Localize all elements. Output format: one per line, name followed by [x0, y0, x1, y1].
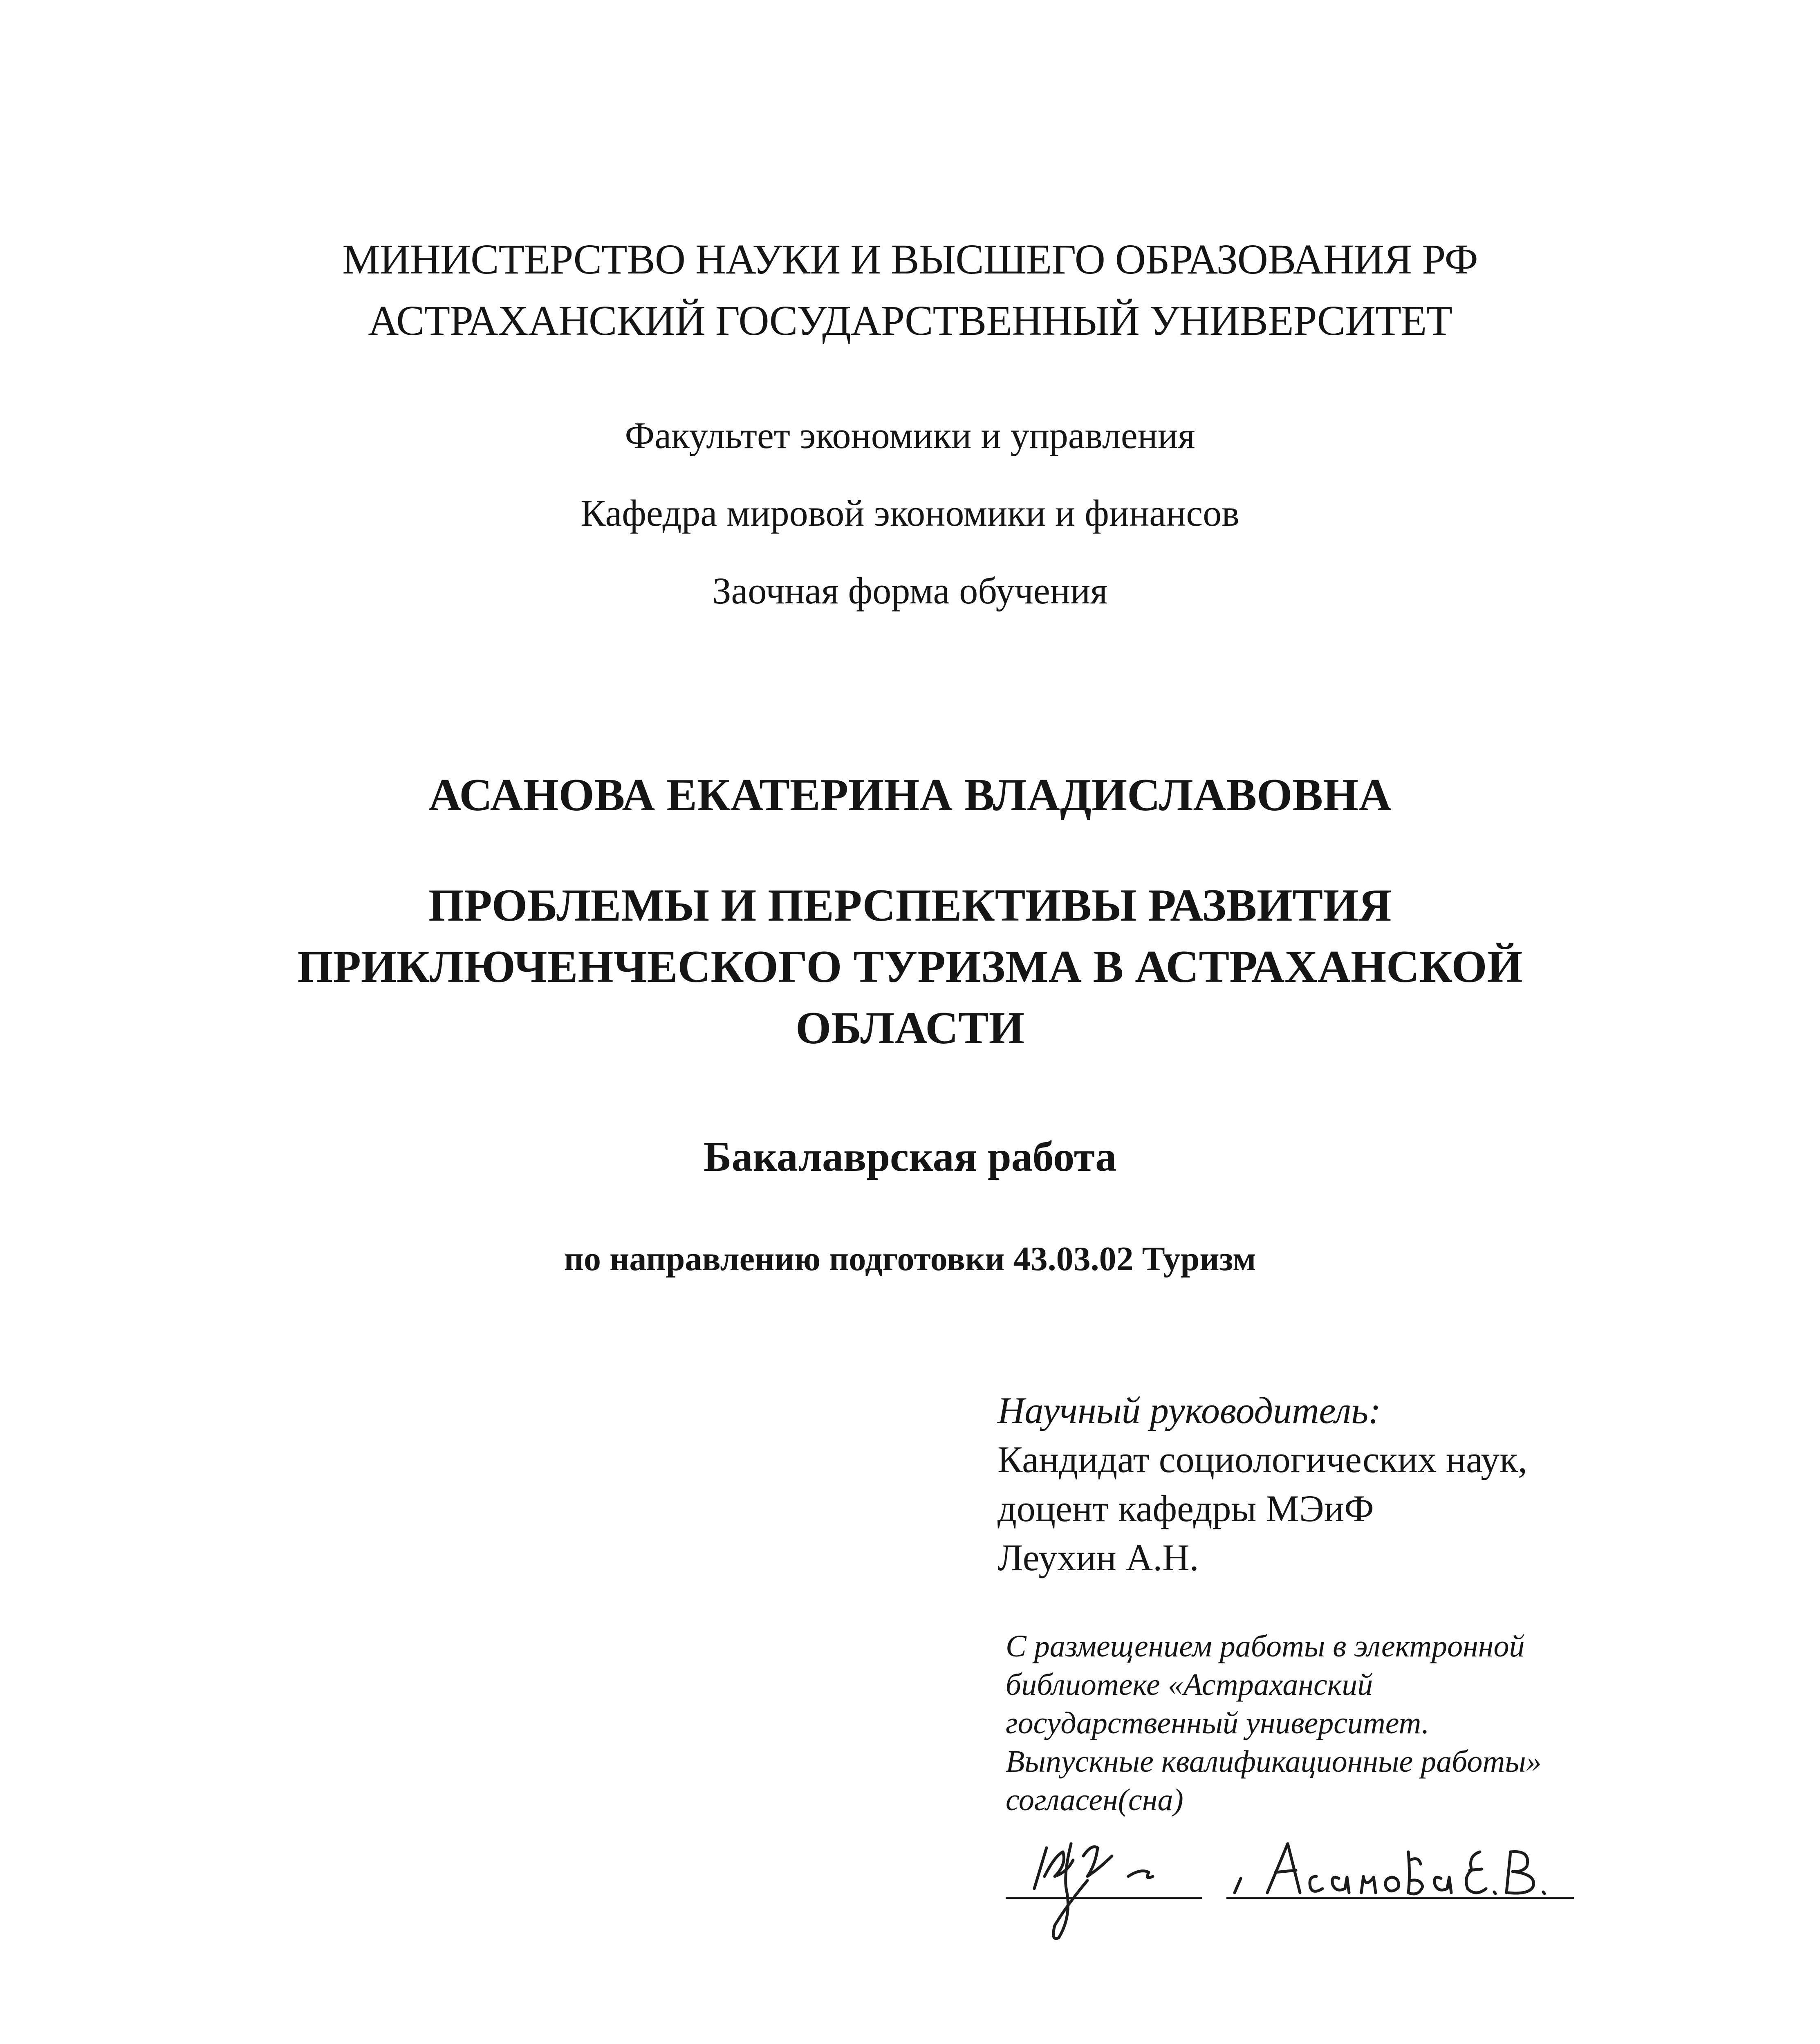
work-type: Бакалаврская работа	[703, 1133, 1117, 1180]
advisor-block	[997, 1386, 1527, 1582]
consent-line-1: С размещением работы в электронной	[1006, 1629, 1525, 1663]
faculty-block	[0, 397, 1820, 630]
university-name: АСТРАХАНСКИЙ ГОСУДАРСТВЕННЫЙ УНИВЕРСИТЕТ	[368, 297, 1452, 344]
thesis-title-line-1: ПРОБЛЕМЫ И ПЕРСПЕКТИВЫ РАЗВИТИЯ	[428, 880, 1392, 931]
thesis-title	[0, 875, 1820, 1059]
consent-block	[1006, 1627, 1542, 1819]
consent-line-4: Выпускные квалификационные работы»	[1006, 1744, 1542, 1779]
thesis-title-line-3: ОБЛАСТИ	[796, 1003, 1024, 1053]
author-name: АСАНОВА ЕКАТЕРИНА ВЛАДИСЛАВОВНА	[428, 770, 1392, 820]
consent-line-3: государственный университет.	[1006, 1706, 1430, 1740]
study-form: Заочная форма обучения	[712, 570, 1108, 612]
study-direction: по направлению подготовки 43.03.02 Туризм	[564, 1240, 1256, 1278]
department-name: Кафедра мировой экономики и финансов	[581, 492, 1239, 534]
ministry-name: МИНИСТЕРСТВО НАУКИ И ВЫСШЕГО ОБРАЗОВАНИЯ РФ	[342, 236, 1478, 283]
advisor-name: Леухин А.Н.	[997, 1537, 1199, 1578]
consent-line-2: библиотеке «Астраханский	[1006, 1667, 1373, 1702]
advisor-degree: Кандидат социологических наук,	[997, 1439, 1527, 1480]
advisor-position: доцент кафедры МЭиФ	[997, 1488, 1374, 1529]
consent-line-5: согласен(сна)	[1006, 1783, 1183, 1817]
signature-area	[1006, 1831, 1578, 1954]
header-block	[0, 229, 1820, 352]
thesis-title-line-2: ПРИКЛЮЧЕНЧЕСКОГО ТУРИЗМА В АСТРАХАНСКОЙ	[297, 941, 1523, 992]
advisor-role: Научный руководитель:	[997, 1390, 1381, 1431]
handwritten-signature-icon	[1006, 1831, 1578, 1954]
faculty-name: Факультет экономики и управления	[625, 415, 1195, 456]
